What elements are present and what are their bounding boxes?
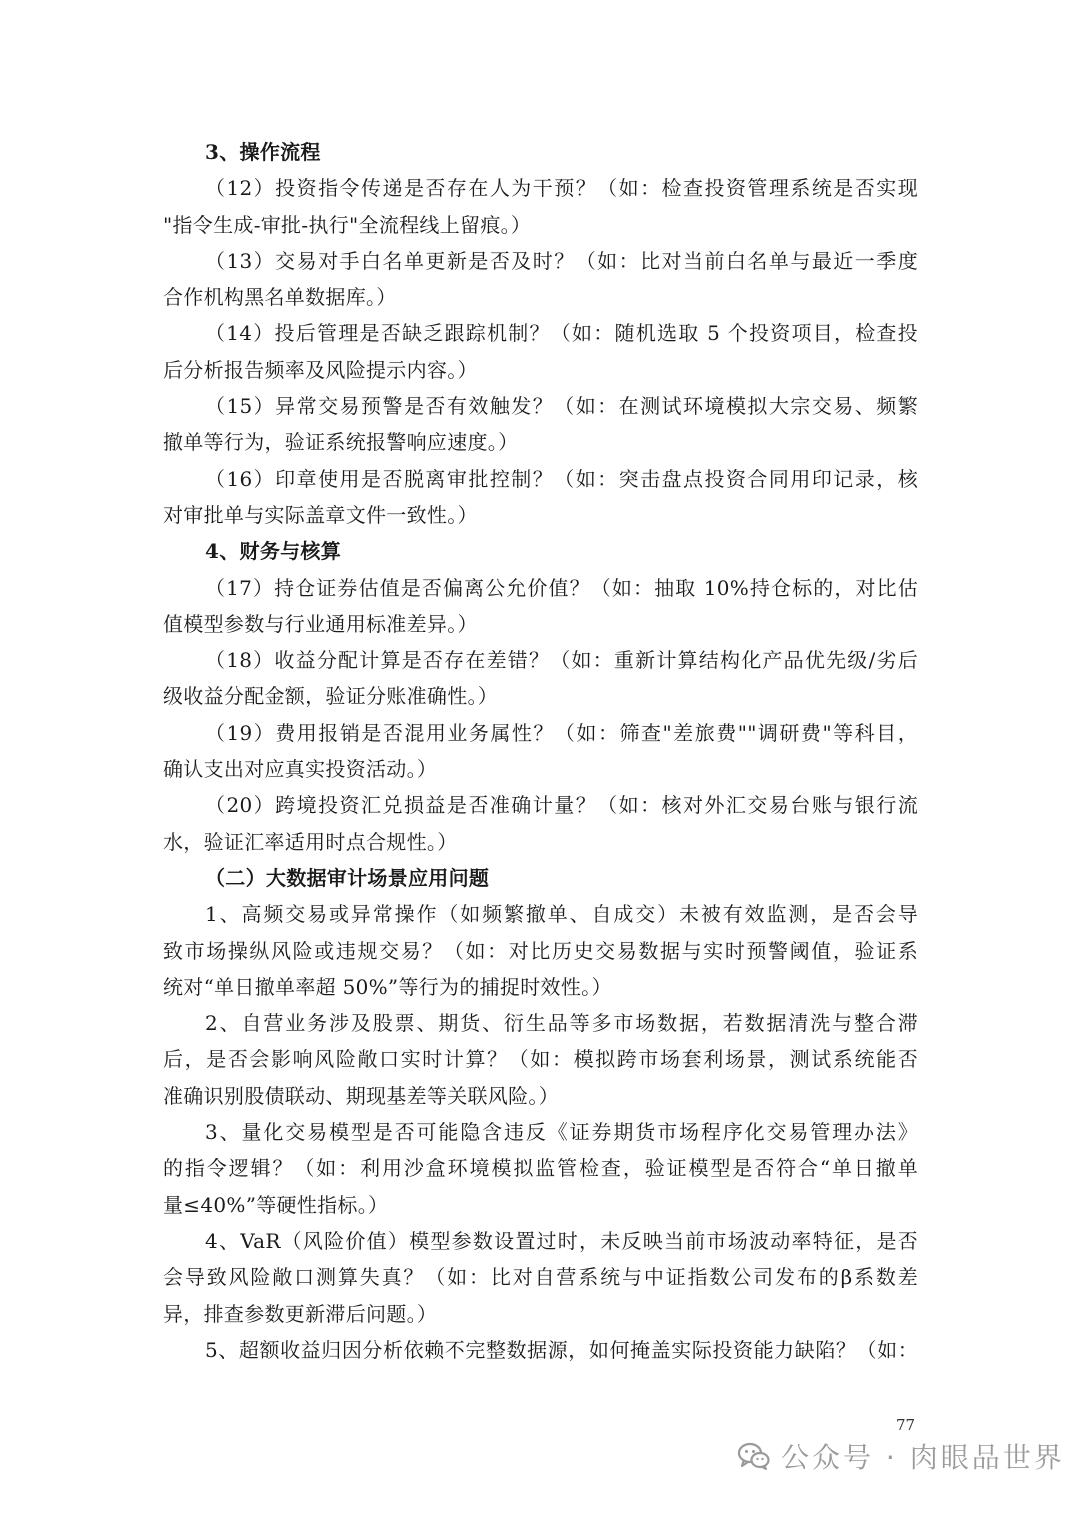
text-line: 1、高频交易或异常操作（如频繁撤单、自成交）未被有效监测，是否会导	[205, 902, 918, 927]
text-line: 级收益分配金额，验证分账准确性。）	[163, 684, 499, 709]
text-line: （17）持仓证券估值是否偏离公允价值？（如：抽取 10%持仓标的，对比估	[205, 575, 918, 600]
text-line: 2、自营业务涉及股票、期货、衍生品等多市场数据，若数据清洗与整合滞	[205, 1011, 918, 1036]
text-line: （15）异常交易预警是否有效触发？（如：在测试环境模拟大宗交易、频繁	[205, 394, 918, 419]
text-line: 值模型参数与行业通用标准差异。）	[163, 611, 478, 636]
text-line: 水，验证汇率适用时点合规性。）	[163, 829, 458, 854]
text-line: 确认支出对应真实投资活动。）	[163, 757, 438, 782]
document-body	[163, 134, 918, 1368]
text-line: 4、VaR（风险价值）模型参数设置过时，未反映当前市场波动率特征，是否	[205, 1228, 918, 1253]
wechat-icon	[737, 1441, 771, 1471]
text-line: 后，是否会影响风险敞口实时计算？（如：模拟跨市场套利场景，测试系统能否	[163, 1047, 918, 1072]
text-line: （14）投后管理是否缺乏跟踪机制？（如：随机选取 5 个投资项目，检查投	[205, 321, 918, 346]
text-line: 5、超额收益归因分析依赖不完整数据源，如何掩盖实际投资能力缺陷？（如：	[205, 1337, 918, 1362]
text-line: 撤单等行为，验证系统报警响应速度。）	[163, 430, 519, 455]
text-line: （16）印章使用是否脱离审批控制？（如：突击盘点投资合同用印记录，核	[205, 466, 918, 491]
text-line: 统对“单日撤单率超 50%”等行为的捕捉时效性。）	[163, 974, 612, 999]
text-line: 后分析报告频率及风险提示内容。）	[163, 357, 478, 382]
text-line: 合作机构黑名单数据库。）	[163, 285, 397, 310]
text-line: （18）收益分配计算是否存在差错？（如：重新计算结构化产品优先级/劣后	[205, 648, 918, 673]
text-line: （12）投资指令传递是否存在人为干预？（如：检查投资管理系统是否实现	[205, 176, 918, 201]
text-line: 量≤40%”等硬性指标。）	[163, 1192, 389, 1217]
text-line: （13）交易对手白名单更新是否及时？（如：比对当前白名单与最近一季度	[205, 248, 918, 273]
section-heading: 4、财务与核算	[205, 539, 342, 564]
text-line: 异，排查参数更新滞后问题。）	[163, 1301, 438, 1326]
text-line: 3、量化交易模型是否可能隐含违反《证券期货市场程序化交易管理办法》	[205, 1120, 918, 1145]
text-line: （19）费用报销是否混用业务属性？（如：筛查"差旅费""调研费"等科目，	[205, 720, 918, 745]
text-line: 会导致风险敞口测算失真？（如：比对自营系统与中证指数公司发布的β系数差	[163, 1265, 918, 1290]
text-line: 的指令逻辑？（如：利用沙盒环境模拟监管检查，验证模型是否符合“单日撤单	[163, 1156, 918, 1181]
watermark	[737, 1434, 1065, 1478]
text-line: 对审批单与实际盖章文件一致性。）	[163, 502, 478, 527]
section-heading: 3、操作流程	[205, 140, 321, 164]
text-line: 准确识别股债联动、期现基差等关联风险。）	[163, 1083, 559, 1108]
watermark-text: 公众号 · 肉眼品世界	[781, 1441, 1065, 1474]
text-line: （20）跨境投资汇兑损益是否准确计量？（如：核对外汇交易台账与银行流	[205, 793, 918, 818]
text-line: 致市场操纵风险或违规交易？（如：对比历史交易数据与实时预警阈值，验证系	[163, 938, 918, 963]
text-line: "指令生成-审批-执行"全流程线上留痕。）	[163, 212, 532, 237]
section-heading: （二）大数据审计场景应用问题	[205, 865, 490, 890]
page-number: 77	[896, 1416, 916, 1434]
